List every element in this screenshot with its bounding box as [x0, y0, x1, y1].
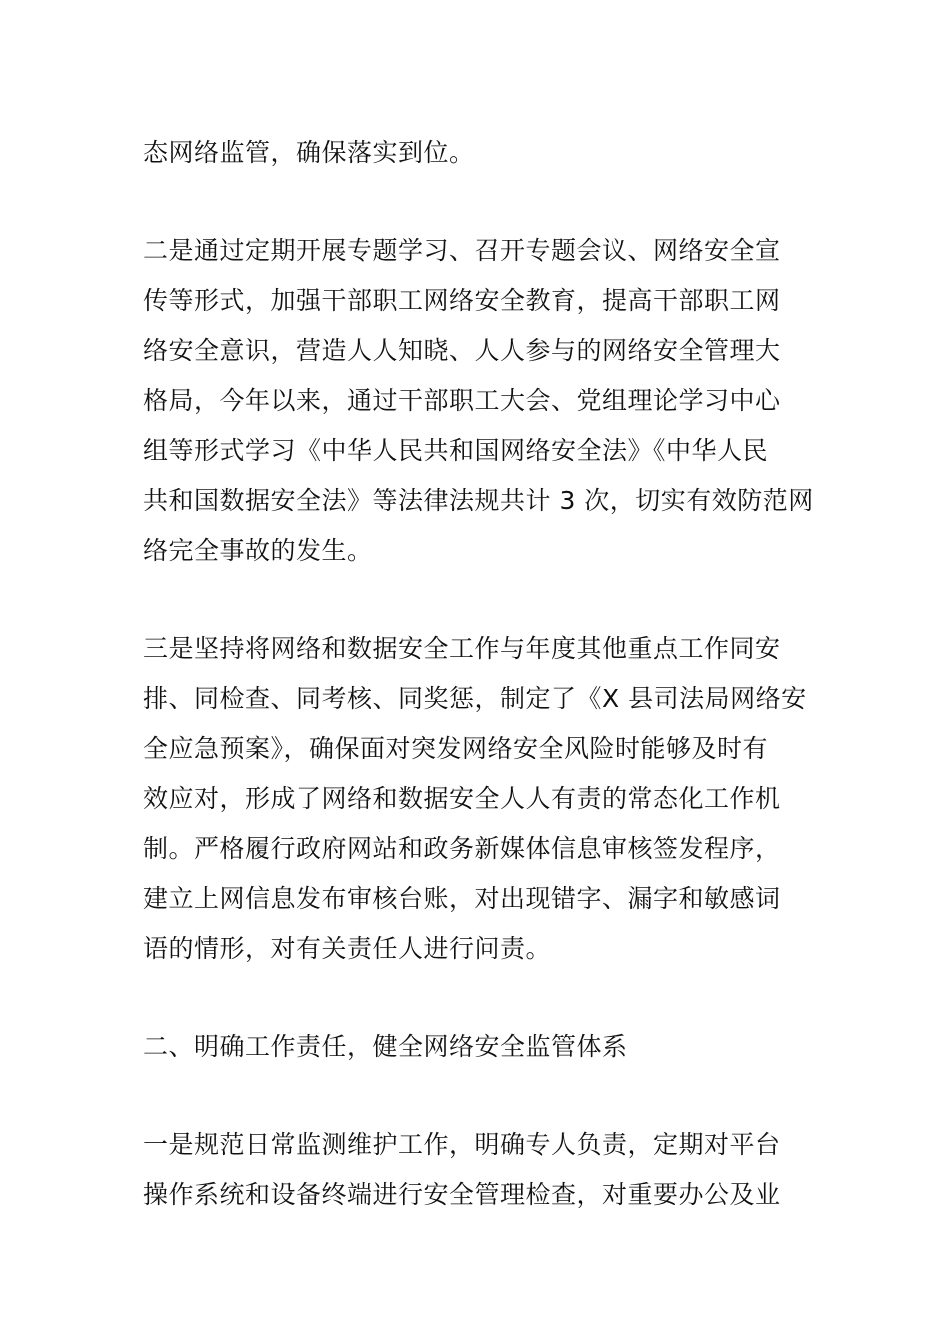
paragraph-3-line-4: 效应对，形成了网络和数据安全人人有责的常态化工作机: [143, 784, 781, 813]
paragraph-2-line-3: 络安全意识，营造人人知晓、人人参与的网络安全管理大: [143, 336, 781, 365]
paragraph-2-line-6: 共和国数据安全法》等法律法规共计 3 次，切实有效防范网: [143, 486, 814, 515]
paragraph-4-line-1: 一是规范日常监测维护工作，明确专人负责，定期对平台: [143, 1130, 781, 1159]
paragraph-2-line-4: 格局，今年以来，通过干部职工大会、党组理论学习中心: [143, 386, 781, 415]
paragraph-3-line-3: 全应急预案》，确保面对突发网络安全风险时能够及时有: [143, 734, 769, 763]
paragraph-3-line-5: 制。严格履行政府网站和政务新媒体信息审核签发程序，: [143, 834, 781, 863]
paragraph-3-line-7: 语的情形，对有关责任人进行问责。: [143, 934, 552, 963]
paragraph-2-line-1: 二是通过定期开展专题学习、召开专题会议、网络安全宣: [143, 236, 781, 265]
paragraph-4-line-2: 操作系统和设备终端进行安全管理检查，对重要办公及业: [143, 1180, 781, 1209]
paragraph-3-line-2: 排、同检查、同考核、同奖惩，制定了《X 县司法局网络安: [143, 684, 807, 713]
section-heading: 二、明确工作责任，健全网络安全监管体系: [143, 1032, 628, 1061]
paragraph-1-line-1: 态网络监管，确保落实到位。: [143, 138, 475, 167]
paragraph-2-line-2: 传等形式，加强干部职工网络安全教育，提高干部职工网: [143, 286, 781, 315]
paragraph-2-line-5: 组等形式学习《中华人民共和国网络安全法》《中华人民: [143, 436, 769, 465]
paragraph-3-line-6: 建立上网信息发布审核台账，对出现错字、漏字和敏感词: [143, 884, 781, 913]
paragraph-3-line-1: 三是坚持将网络和数据安全工作与年度其他重点工作同安: [143, 634, 781, 663]
paragraph-2-line-7: 络完全事故的发生。: [143, 536, 373, 565]
